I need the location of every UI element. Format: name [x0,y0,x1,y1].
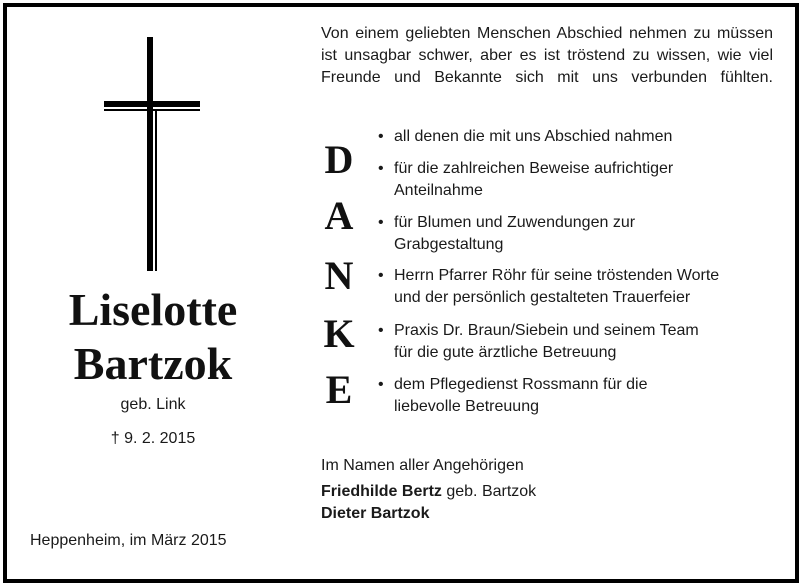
bullet-icon: • [378,322,384,339]
thanks-item: • dem Pflegedienst Rossmann für die liebevolle Betreuung [378,376,648,415]
signatory-2: Dieter Bartzok [321,505,430,522]
bullet-icon: • [378,214,384,231]
thanks-item: • Praxis Dr. Braun/Siebein und seinem Team für die gute ärztliche Betreuung [378,322,699,361]
on-behalf-line: Im Namen aller Angehörigen [321,457,524,474]
danke-letter-n: N [324,253,354,298]
cross-icon [104,37,200,271]
bullet-icon: • [378,160,384,177]
place-date: Heppenheim, im März 2015 [30,532,227,549]
thanks-item: • Herrn Pfarrer Röhr für seine tröstenden Worte und der persönlich gestalteten Trauerfeier [378,267,720,306]
thanks-item: • für die zahlreichen Beweise aufrichtiger Anteilnahme [378,160,674,199]
bullet-icon: • [378,376,384,393]
danke-letter-e: E [325,367,353,412]
intro-text: Von einem geliebten Menschen Abschied nehmen zu müssen ist unsagbar schwer, aber es ist tröstend zu wissen, wie viel Freunde und Bekannte sich mit uns verbunden fühlten. [321,25,773,86]
danke-letter-d: D [324,137,354,182]
deceased-last-name: Bartzok [73,338,233,389]
maiden-name: geb. Link [120,396,186,413]
deceased-first-name: Liselotte [68,284,238,335]
bullet-icon: • [378,128,384,145]
signatory-1: Friedhilde Bertz geb. Bartzok [321,483,537,500]
thanks-item: • all denen die mit uns Abschied nahmen [378,126,778,148]
danke-letter-a: A [324,193,354,238]
bullet-icon: • [378,267,384,284]
death-date: † 9. 2. 2015 [110,430,196,447]
thanks-item: • für Blumen und Zuwendungen zur Grabgestaltung [378,214,636,253]
danke-letter-k: K [323,311,355,356]
